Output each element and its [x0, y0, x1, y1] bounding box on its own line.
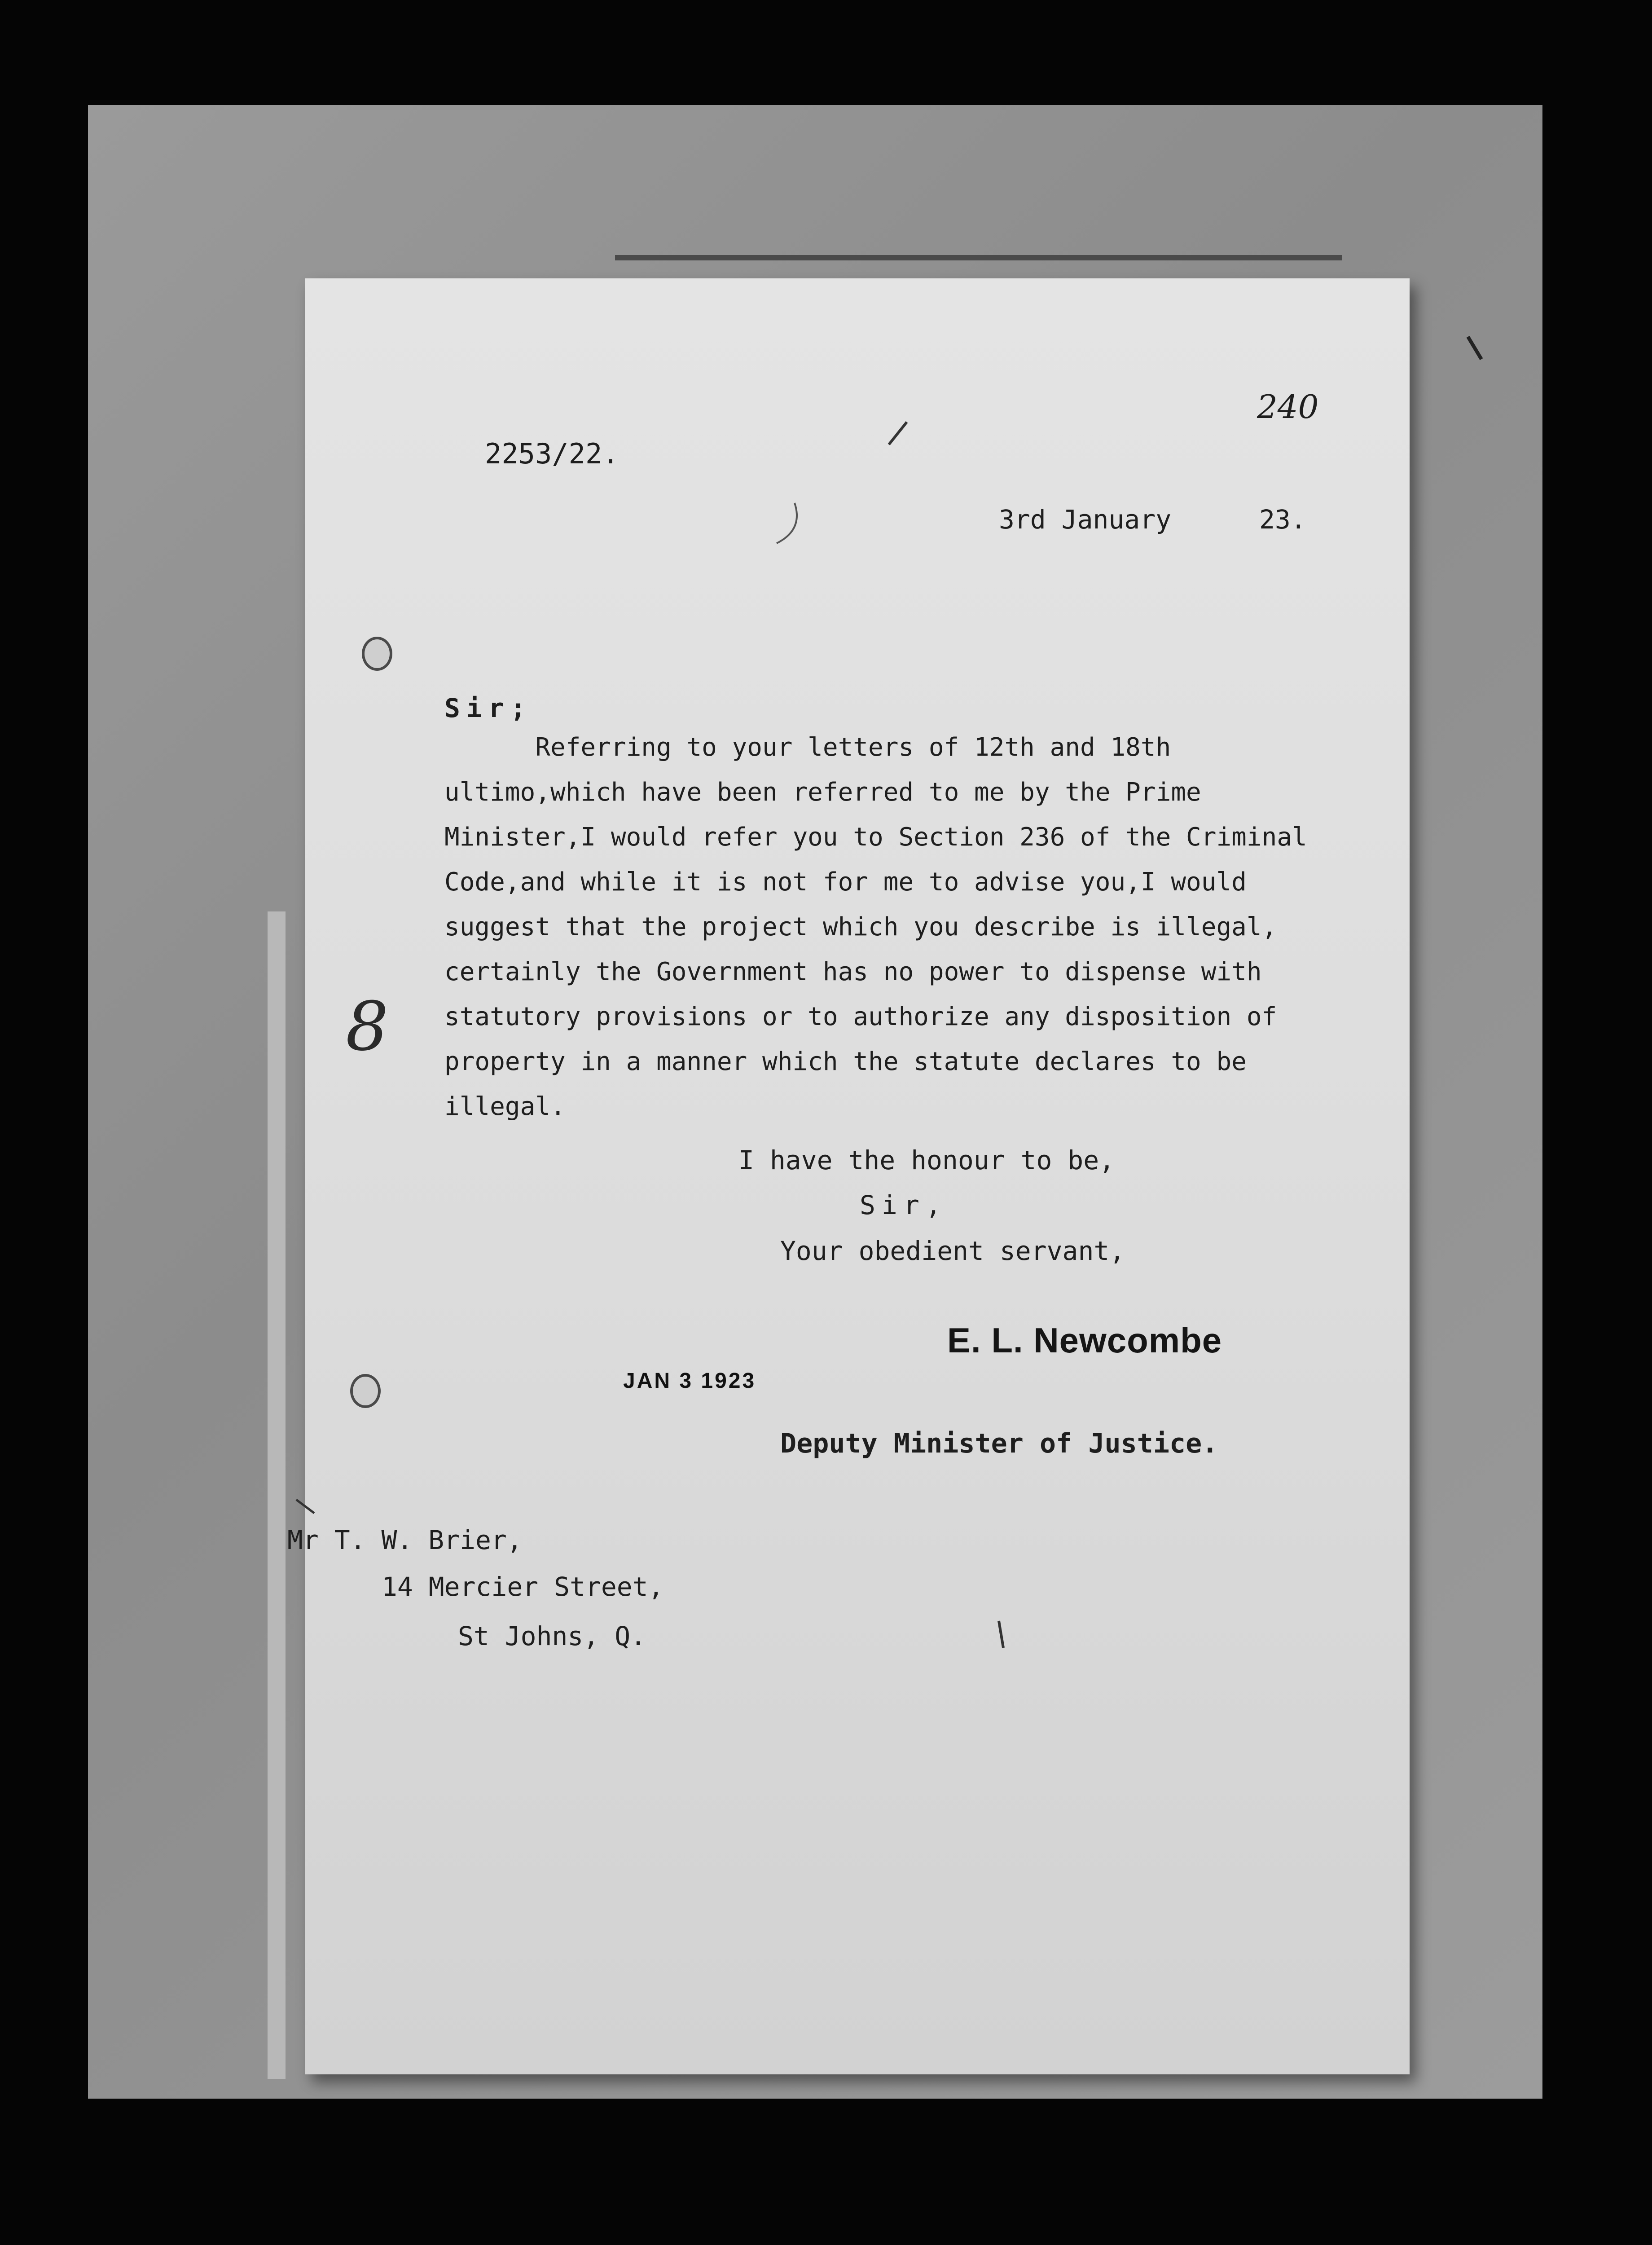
closing-sir: Sir,	[860, 1190, 948, 1220]
body-line: Code,and while it is not for me to advise you,I would	[444, 867, 1247, 897]
body-line: suggest that the project which you describe is illegal,	[444, 912, 1277, 942]
page-number: 240	[1257, 388, 1319, 426]
salutation: Sir;	[444, 693, 532, 723]
body-line: statutory provisions or to authorize any disposition of	[444, 1002, 1277, 1031]
body-line: certainly the Government has no power to dispense with	[444, 957, 1262, 986]
body-line: Minister,I would refer you to Section 236 of the Criminal	[444, 823, 1307, 852]
closing-servant: Your obedient servant,	[780, 1236, 1125, 1266]
file-reference: 2253/22.	[485, 437, 619, 470]
date-stamp: JAN 3 1923	[623, 1369, 756, 1393]
recipient-city: St Johns, Q.	[458, 1621, 646, 1651]
body-line: ultimo,which have been referred to me by the Prime	[444, 778, 1201, 807]
letter-date: 3rd January	[999, 504, 1172, 535]
signer-title: Deputy Minister of Justice.	[780, 1428, 1218, 1459]
body-line: Referring to your letters of 12th and 18th	[444, 733, 1171, 762]
letter-year: 23.	[1259, 504, 1306, 535]
signature-stamp: E. L. Newcombe	[947, 1321, 1222, 1360]
recipient-name: Mr T. W. Brier,	[287, 1525, 523, 1555]
recipient-street: 14 Mercier Street,	[382, 1572, 664, 1602]
body-line: illegal.	[444, 1092, 566, 1121]
closing-line: I have the honour to be,	[738, 1145, 1115, 1175]
margin-note: 8	[346, 988, 389, 1066]
body-line: property in a manner which the statute declares to be	[444, 1047, 1247, 1076]
